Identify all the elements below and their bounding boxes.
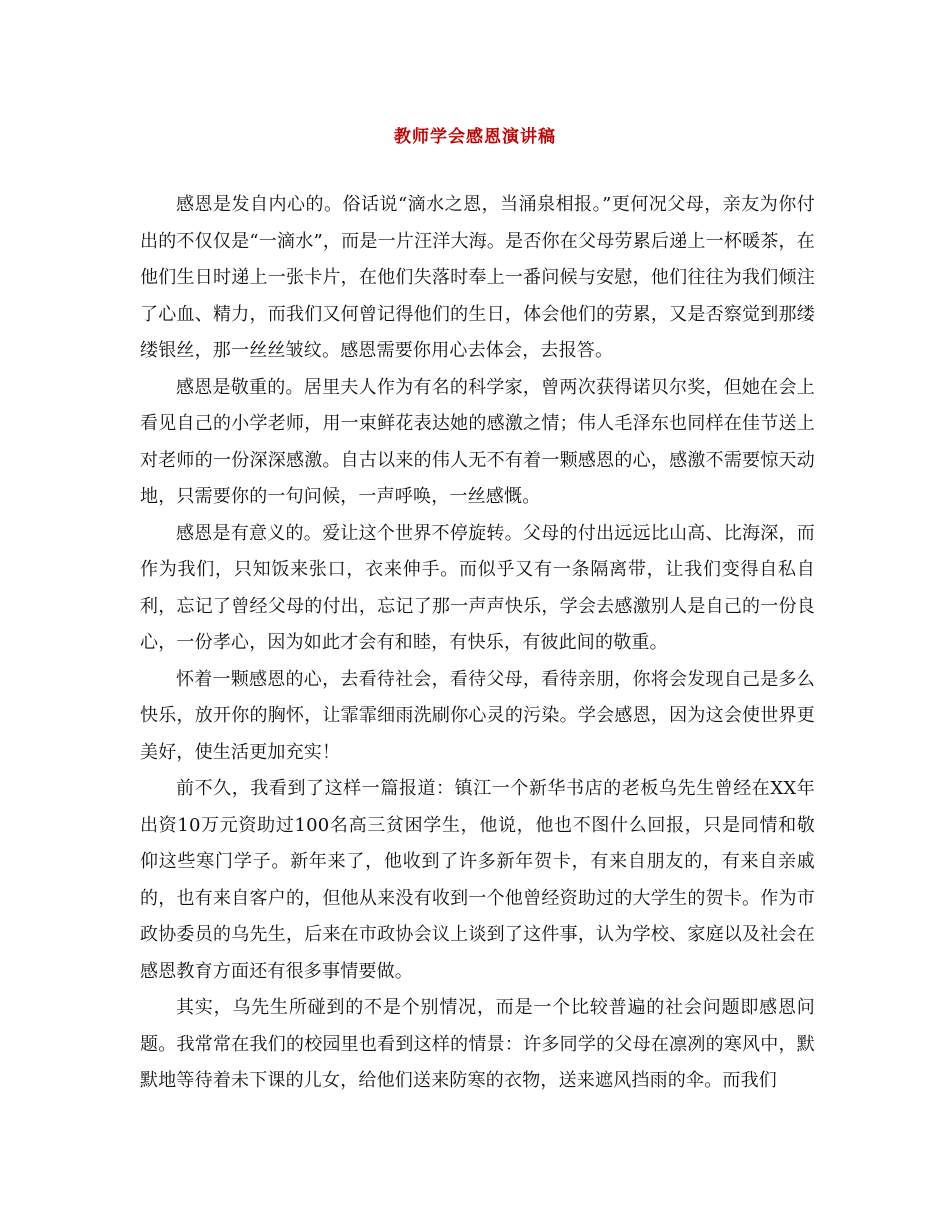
paragraph: 感恩是敬重的。居里夫人作为有名的科学家，曾两次获得诺贝尔奖，但她在会上看见自己的小学老师，用一束鲜花表达她的感激之情；伟人毛泽东也同样在佳节送上对老师的一份深深感激。自古以来的伟人无不有着一颗感恩的心，感激不需要惊天动地，只需要你的一句问候，一声呼唤，一丝感慨。	[140, 376, 815, 507]
document-title: 教师学会感恩演讲稿	[394, 127, 556, 147]
paragraph: 感恩是发自内心的。俗话说“滴水之恩，当涌泉相报。”更何况父母，亲友为你付出的不仅仅是“一滴水”，而是一片汪洋大海。是否你在父母劳累后递上一杯暖茶，在他们生日时递上一张卡片，在他们失落时奉上一番问候与安慰，他们往往为我们倾注了心血、精力，而我们又何曾记得他们的生日，体会他们的劳累，又是否察觉到那缕缕银丝，那一丝丝皱纹。感恩需要你用心去体会，去报答。	[140, 194, 815, 361]
paragraph: 感恩是有意义的。爱让这个世界不停旋转。父母的付出远远比山高、比海深，而作为我们，只知饭来张口，衣来伸手。而似乎又有一条隔离带，让我们变得自私自利，忘记了曾经父母的付出，忘记了那一声声快乐，学会去感激别人是自己的一份良心，一份孝心，因为如此才会有和睦，有快乐，有彼此间的敬重。	[140, 522, 815, 653]
paragraph: 其实，乌先生所碰到的不是个别情况，而是一个比较普遍的社会问题即感恩问题。我常常在我们的校园里也看到这样的情景：许多同学的父母在凛冽的寒风中，默默地等待着未下课的儿女，给他们送来防寒的衣物，送来遮风挡雨的伞。而我们	[140, 997, 815, 1091]
document-body	[140, 187, 815, 1100]
paragraph: 怀着一颗感恩的心，去看待社会，看待父母，看待亲朋，你将会发现自己是多么快乐，放开你的胸怀，让霏霏细雨洗刷你心灵的污染。学会感恩，因为这会使世界更美好，使生活更加充实！	[140, 668, 815, 763]
paragraph: 前不久，我看到了这样一篇报道：镇江一个新华书店的老板乌先生曾经在XX年出资10万元资助过100名高三贫困学生，他说，他也不图什么回报，只是同情和敬仰这些寒门学子。新年来了，他收到了许多新年贺卡，有来自朋友的，有来自亲戚的，也有来自客户的，但他从来没有收到一个他曾经资助过的大学生的贺卡。作为市政协委员的乌先生，后来在市政协会议上谈到了这件事，认为学校、家庭以及社会在感恩教育方面还有很多事情要做。	[140, 778, 815, 982]
